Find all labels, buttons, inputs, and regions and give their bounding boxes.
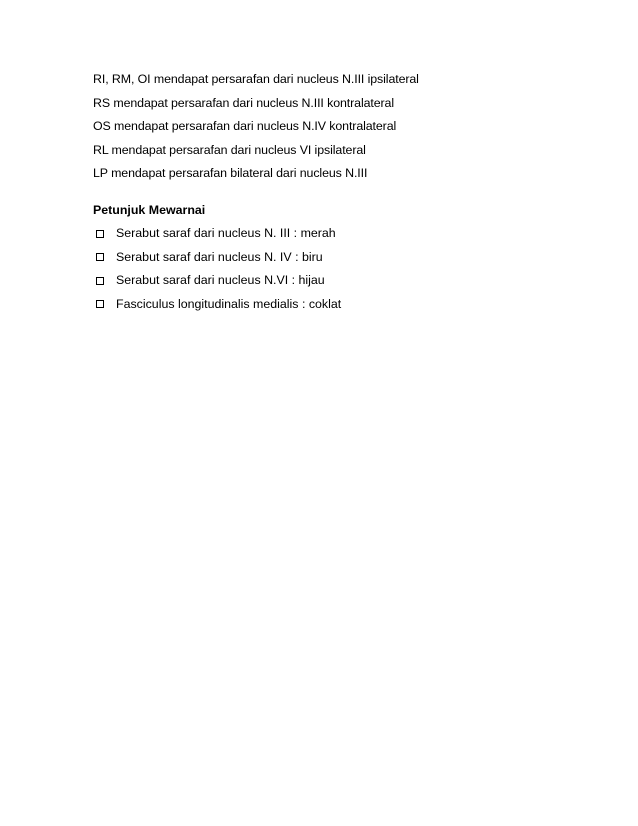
innervation-line-1: RI, RM, OI mendapat persarafan dari nucleus N.III ipsilateral: [93, 72, 419, 86]
document-content: [93, 68, 553, 316]
square-bullet-icon: [96, 300, 104, 308]
square-bullet-icon: [96, 230, 104, 238]
list-item: [93, 269, 553, 293]
list-item-text: Fasciculus longitudinalis medialis : coklat: [116, 296, 342, 311]
innervation-line-4: RL mendapat persarafan dari nucleus VI ipsilateral: [93, 142, 366, 157]
square-bullet-icon: [96, 253, 104, 261]
list-item: [93, 246, 553, 270]
coloring-instructions-list: [93, 222, 553, 316]
innervation-line-5: LP mendapat persarafan bilateral dari nucleus N.III: [93, 166, 368, 180]
list-item: [93, 293, 553, 317]
coloring-instructions-heading: Petunjuk Mewarnai: [93, 202, 206, 217]
list-item-text: Serabut saraf dari nucleus N. IV : biru: [116, 249, 323, 264]
innervation-line-3: OS mendapat persarafan dari nucleus N.IV kontralateral: [93, 119, 397, 133]
list-item-text: Serabut saraf dari nucleus N. III : merah: [116, 226, 336, 240]
list-item-text: Serabut saraf dari nucleus N.VI : hijau: [116, 273, 325, 287]
innervation-line-2: RS mendapat persarafan dari nucleus N.III kontralateral: [93, 95, 394, 110]
list-item: [93, 222, 553, 246]
square-bullet-icon: [96, 277, 104, 285]
